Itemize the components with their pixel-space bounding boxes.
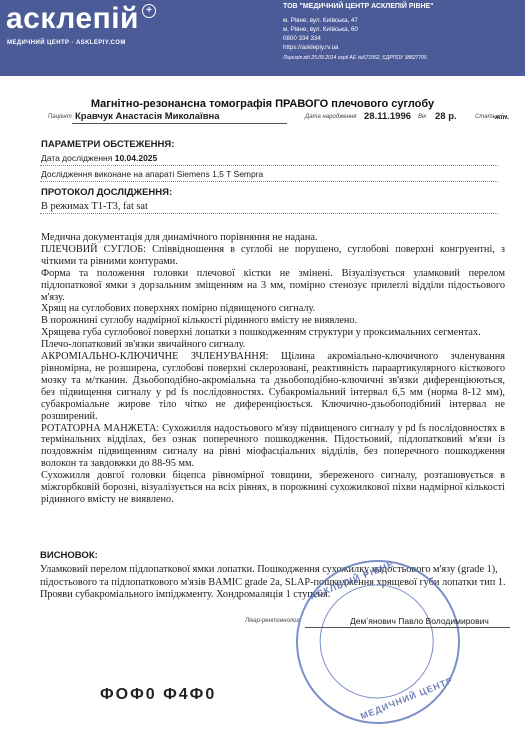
finding-paragraph: Плечо-лопатковий зв'язки звичайного сигналу. <box>41 339 246 351</box>
sex-value: жін. <box>495 112 510 121</box>
finding-paragraph: Медична документація для динамічного порівняння не надана. <box>41 232 318 243</box>
age-label: Вік <box>418 114 427 120</box>
footer-text: ФОФ0 Ф4Ф0 <box>100 686 217 700</box>
findings <box>41 232 505 506</box>
clinic-logo: асклепій <box>6 2 139 35</box>
doctor-label: Лікар-рентгенолог <box>245 618 300 624</box>
conclusion-text: Уламковий перелом підлопаткової ямки лопатки. Пошкодження сухожилку надостьового м'язу (grade 1), підостьового та підлопаткового м'язів BAMIC grade 2а, SLAP-пошкодження хрящевої губи лопатки тип 1. Прояви субакроміального імпіджменту. Хондромаляція 1 ступеня. <box>40 564 506 600</box>
dob-label: Дата народження <box>305 114 357 120</box>
finding-paragraph: Хрящ на суглобових поверхнях помірно підвищеного сигналу. <box>41 303 316 315</box>
conclusion-heading: ВИСНОВОК: <box>40 550 98 561</box>
plus-icon: + <box>142 4 156 18</box>
finding-paragraph: В порожнині суглобу надмірної кількості рідинного вмісту не виявлено. <box>41 315 358 327</box>
doctor-name: Демʼянович Павло Володимирович <box>350 616 489 626</box>
study-date: 10.04.2025 <box>114 153 158 163</box>
clinic-info <box>283 2 519 63</box>
device-line: Дослідження виконане на апараті Siemens 1,5 T Sempra <box>41 169 264 179</box>
patient-label: Пацієнт <box>48 114 72 120</box>
footer-strip <box>0 686 525 700</box>
phone: 0800 334 334 <box>283 35 321 42</box>
stamp-top-text: АСКЛЕПІЙ РІВНЕ <box>308 558 396 602</box>
address-1: м. Рівне, вул. Київська, 47 <box>283 17 358 24</box>
address-2: м. Рівне, вул. Київська, 60 <box>283 26 358 33</box>
patient-name: Кравчук Анастасія Миколаївна <box>75 111 220 122</box>
params-heading: ПАРАМЕТРИ ОБСТЕЖЕННЯ: <box>41 139 175 150</box>
protocol-modes: В режимах T1-T3, fat sat <box>41 201 148 212</box>
dob-value: 28.11.1996 <box>364 111 412 122</box>
logo-subtitle: МЕДИЧНИЙ ЦЕНТР · ASKLEPIY.COM <box>7 40 126 46</box>
sex-label: Стать <box>475 114 496 120</box>
finding-paragraph: Форма та положення головки плечової кістки не змінені. Візуалізується уламковий перелом підлопаткової ямки з дорзальним зміщенням на 3 мм, помірно стенозує прилеглі відділи підостьового м'язу. <box>41 267 505 303</box>
patient-row <box>0 111 525 123</box>
document-title: Магнітно-резонансна томографія ПРАВОГО плечового суглобу <box>90 98 435 110</box>
finding-paragraph: ПЛЕЧОВИЙ СУГЛОБ: Співвідношення в суглобі не порушено, суглобові поверхні конгруентні, з чіткими та рівними контурами. <box>41 243 505 267</box>
divider <box>40 181 498 182</box>
org-name: ТОВ "МЕДИЧНИЙ ЦЕНТР АСКЛЕПІЙ РІВНЕ" <box>283 3 434 10</box>
study-date-label: Дата дослідження <box>41 153 113 163</box>
study-date-line <box>41 153 157 163</box>
age-value: 28 р. <box>435 111 457 122</box>
website: https://asklepiy.rv.ua <box>283 44 339 51</box>
license: Ліцензія від 25.09.2014 серії АЕ №571062, ЄДРПОУ 38827705 <box>283 55 427 61</box>
stamp-bottom-text: МЕДИЧНИЙ ЦЕНТР <box>358 675 455 722</box>
finding-paragraph: Сухожилля довгої головки біцепса рівномірної товщини, збереженого сигналу, розташовується в міжгорбковій борозні, візуалізується на всіх рівнях, в порожнині сухожилкової піхви надмірної кількості рідинного вмісту не виявлено. <box>41 470 505 505</box>
divider <box>40 165 498 166</box>
protocol-heading: ПРОТОКОЛ ДОСЛІДЖЕННЯ: <box>41 187 173 198</box>
divider <box>40 213 498 214</box>
finding-paragraph: Хрящева губа суглобової поверхні лопатки з пошкодженням структури у проксимальних сегментах. <box>41 327 481 339</box>
clinic-header <box>0 0 525 76</box>
finding-paragraph: АКРОМІАЛЬНО-КЛЮЧИЧНЕ ЗЧЛЕНУВАННЯ: Щілина акроміально-ключичного зчленування рівномірна, не розширена, суглобові поверхні склерозовані, реактивність параартикулярного кісткового мозку та м/тканин. Дзьобоподібно-акроміальна та дзьобоподібно-ключичні зв'язки диференціюються, без підвищення сигналу у pd fs послідовностях. Субакроміальний інтервал 6,5 мм (норма 8-12 мм), субакроміальне жирове тіло чітко не диференціюється. Ключично-дзьобоподібний інтервал не розширений. <box>41 351 505 422</box>
finding-paragraph: РОТАТОРНА МАНЖЕТА: Сухожилля надостьового м'язу підвищеного сигналу у pd fs послідовностях в термінальних відділах, без ознак поперечного пошкодження. Підостьовий, підлопатковий м'язи із поздовжнім підвищенням сигналу на рівні міофасціальних відділів, без поперечного пошкодження волокон та завдовжки до 88-95 мм. <box>41 422 505 470</box>
